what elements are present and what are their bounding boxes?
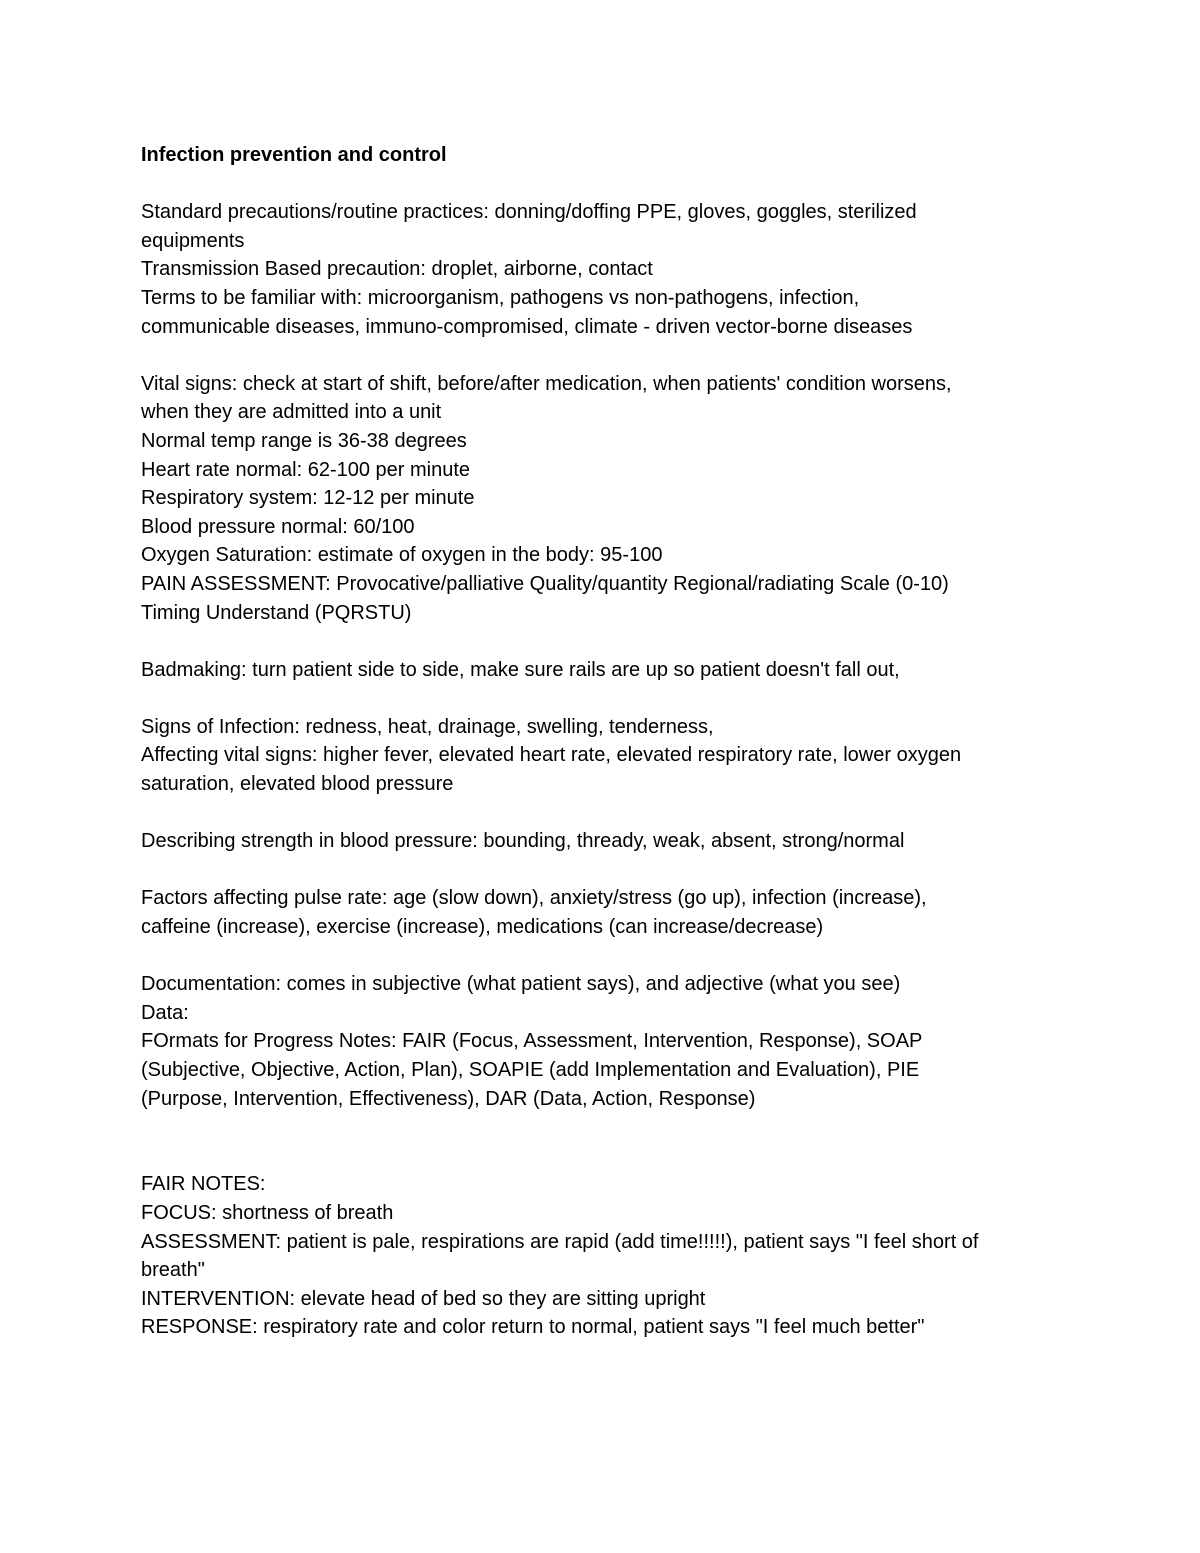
text-line: equipments: [141, 229, 245, 252]
text-line: communicable diseases, immuno-compromised, climate - driven vector-borne diseases: [141, 315, 913, 338]
section-bedmaking: [141, 656, 1061, 685]
text-line: FOrmats for Progress Notes: FAIR (Focus, Assessment, Intervention, Response), SOAP: [141, 1030, 923, 1053]
section-fair-notes: [141, 1170, 1061, 1342]
text-line: breath": [141, 1259, 205, 1282]
spacer: [141, 341, 1061, 370]
spacer: [141, 170, 1061, 199]
text-line: (Subjective, Objective, Action, Plan), SOAPIE (add Implementation and Evaluation), PIE: [141, 1059, 920, 1081]
document-page: [141, 141, 1061, 1342]
text-line: INTERVENTION: elevate head of bed so they are sitting upright: [141, 1287, 706, 1310]
spacer: [141, 684, 1061, 713]
text-line: Documentation: comes in subjective (what patient says), and adjective (what you see): [141, 973, 901, 996]
text-line: Oxygen Saturation: estimate of oxygen in the body: 95-100: [141, 544, 663, 567]
text-line: FAIR NOTES:: [141, 1173, 266, 1196]
spacer: [141, 627, 1061, 656]
text-line: Heart rate normal: 62-100 per minute: [141, 458, 471, 481]
text-line: Respiratory system: 12-12 per minute: [141, 487, 475, 510]
text-line: saturation, elevated blood pressure: [141, 773, 454, 796]
text-line: when they are admitted into a unit: [141, 401, 442, 424]
text-line: Describing strength in blood pressure: bounding, thready, weak, absent, strong/normal: [141, 830, 905, 853]
text-line: Transmission Based precaution: droplet, airborne, contact: [141, 258, 653, 281]
spacer: [141, 942, 1061, 971]
text-line: (Purpose, Intervention, Effectiveness), DAR (Data, Action, Response): [141, 1087, 756, 1110]
text-line: caffeine (increase), exercise (increase), medications (can increase/decrease): [141, 916, 824, 939]
section-pulse-strength: [141, 827, 1061, 856]
text-line: RESPONSE: respiratory rate and color return to normal, patient says "I feel much better": [141, 1316, 925, 1339]
text-line: Data:: [141, 1001, 189, 1024]
spacer: [141, 799, 1061, 828]
spacer: [141, 1113, 1061, 1170]
text-line: ASSESSMENT: patient is pale, respirations are rapid (add time!!!!!), patient says "I feel short of: [141, 1230, 979, 1253]
document-title: Infection prevention and control: [141, 144, 447, 166]
text-line: PAIN ASSESSMENT: Provocative/palliative Quality/quantity Regional/radiating Scale (0-10): [141, 572, 949, 595]
text-line: Affecting vital signs: higher fever, elevated heart rate, elevated respiratory rate, lower oxygen: [141, 744, 962, 767]
spacer: [141, 856, 1061, 885]
section-precautions: [141, 198, 1061, 341]
text-line: FOCUS: shortness of breath: [141, 1201, 394, 1224]
section-pulse-factors: [141, 884, 1061, 941]
text-line: Factors affecting pulse rate: age (slow down), anxiety/stress (go up), infection (increase),: [141, 887, 927, 910]
text-line: Blood pressure normal: 60/100: [141, 515, 415, 538]
text-line: Terms to be familiar with: microorganism, pathogens vs non-pathogens, infection,: [141, 286, 860, 309]
section-documentation: [141, 970, 1061, 1113]
text-line: Timing Understand (PQRSTU): [141, 601, 412, 624]
text-line: Signs of Infection: redness, heat, drainage, swelling, tenderness,: [141, 715, 714, 738]
section-signs-of-infection: [141, 713, 1061, 799]
section-vital-signs: [141, 370, 1061, 627]
text-line: Normal temp range is 36-38 degrees: [141, 429, 467, 452]
text-line: Standard precautions/routine practices: donning/doffing PPE, gloves, goggles, sterilized: [141, 201, 917, 224]
text-line: Badmaking: turn patient side to side, make sure rails are up so patient doesn't fall out,: [141, 658, 900, 681]
text-line: Vital signs: check at start of shift, before/after medication, when patients' condition worsens,: [141, 372, 952, 395]
